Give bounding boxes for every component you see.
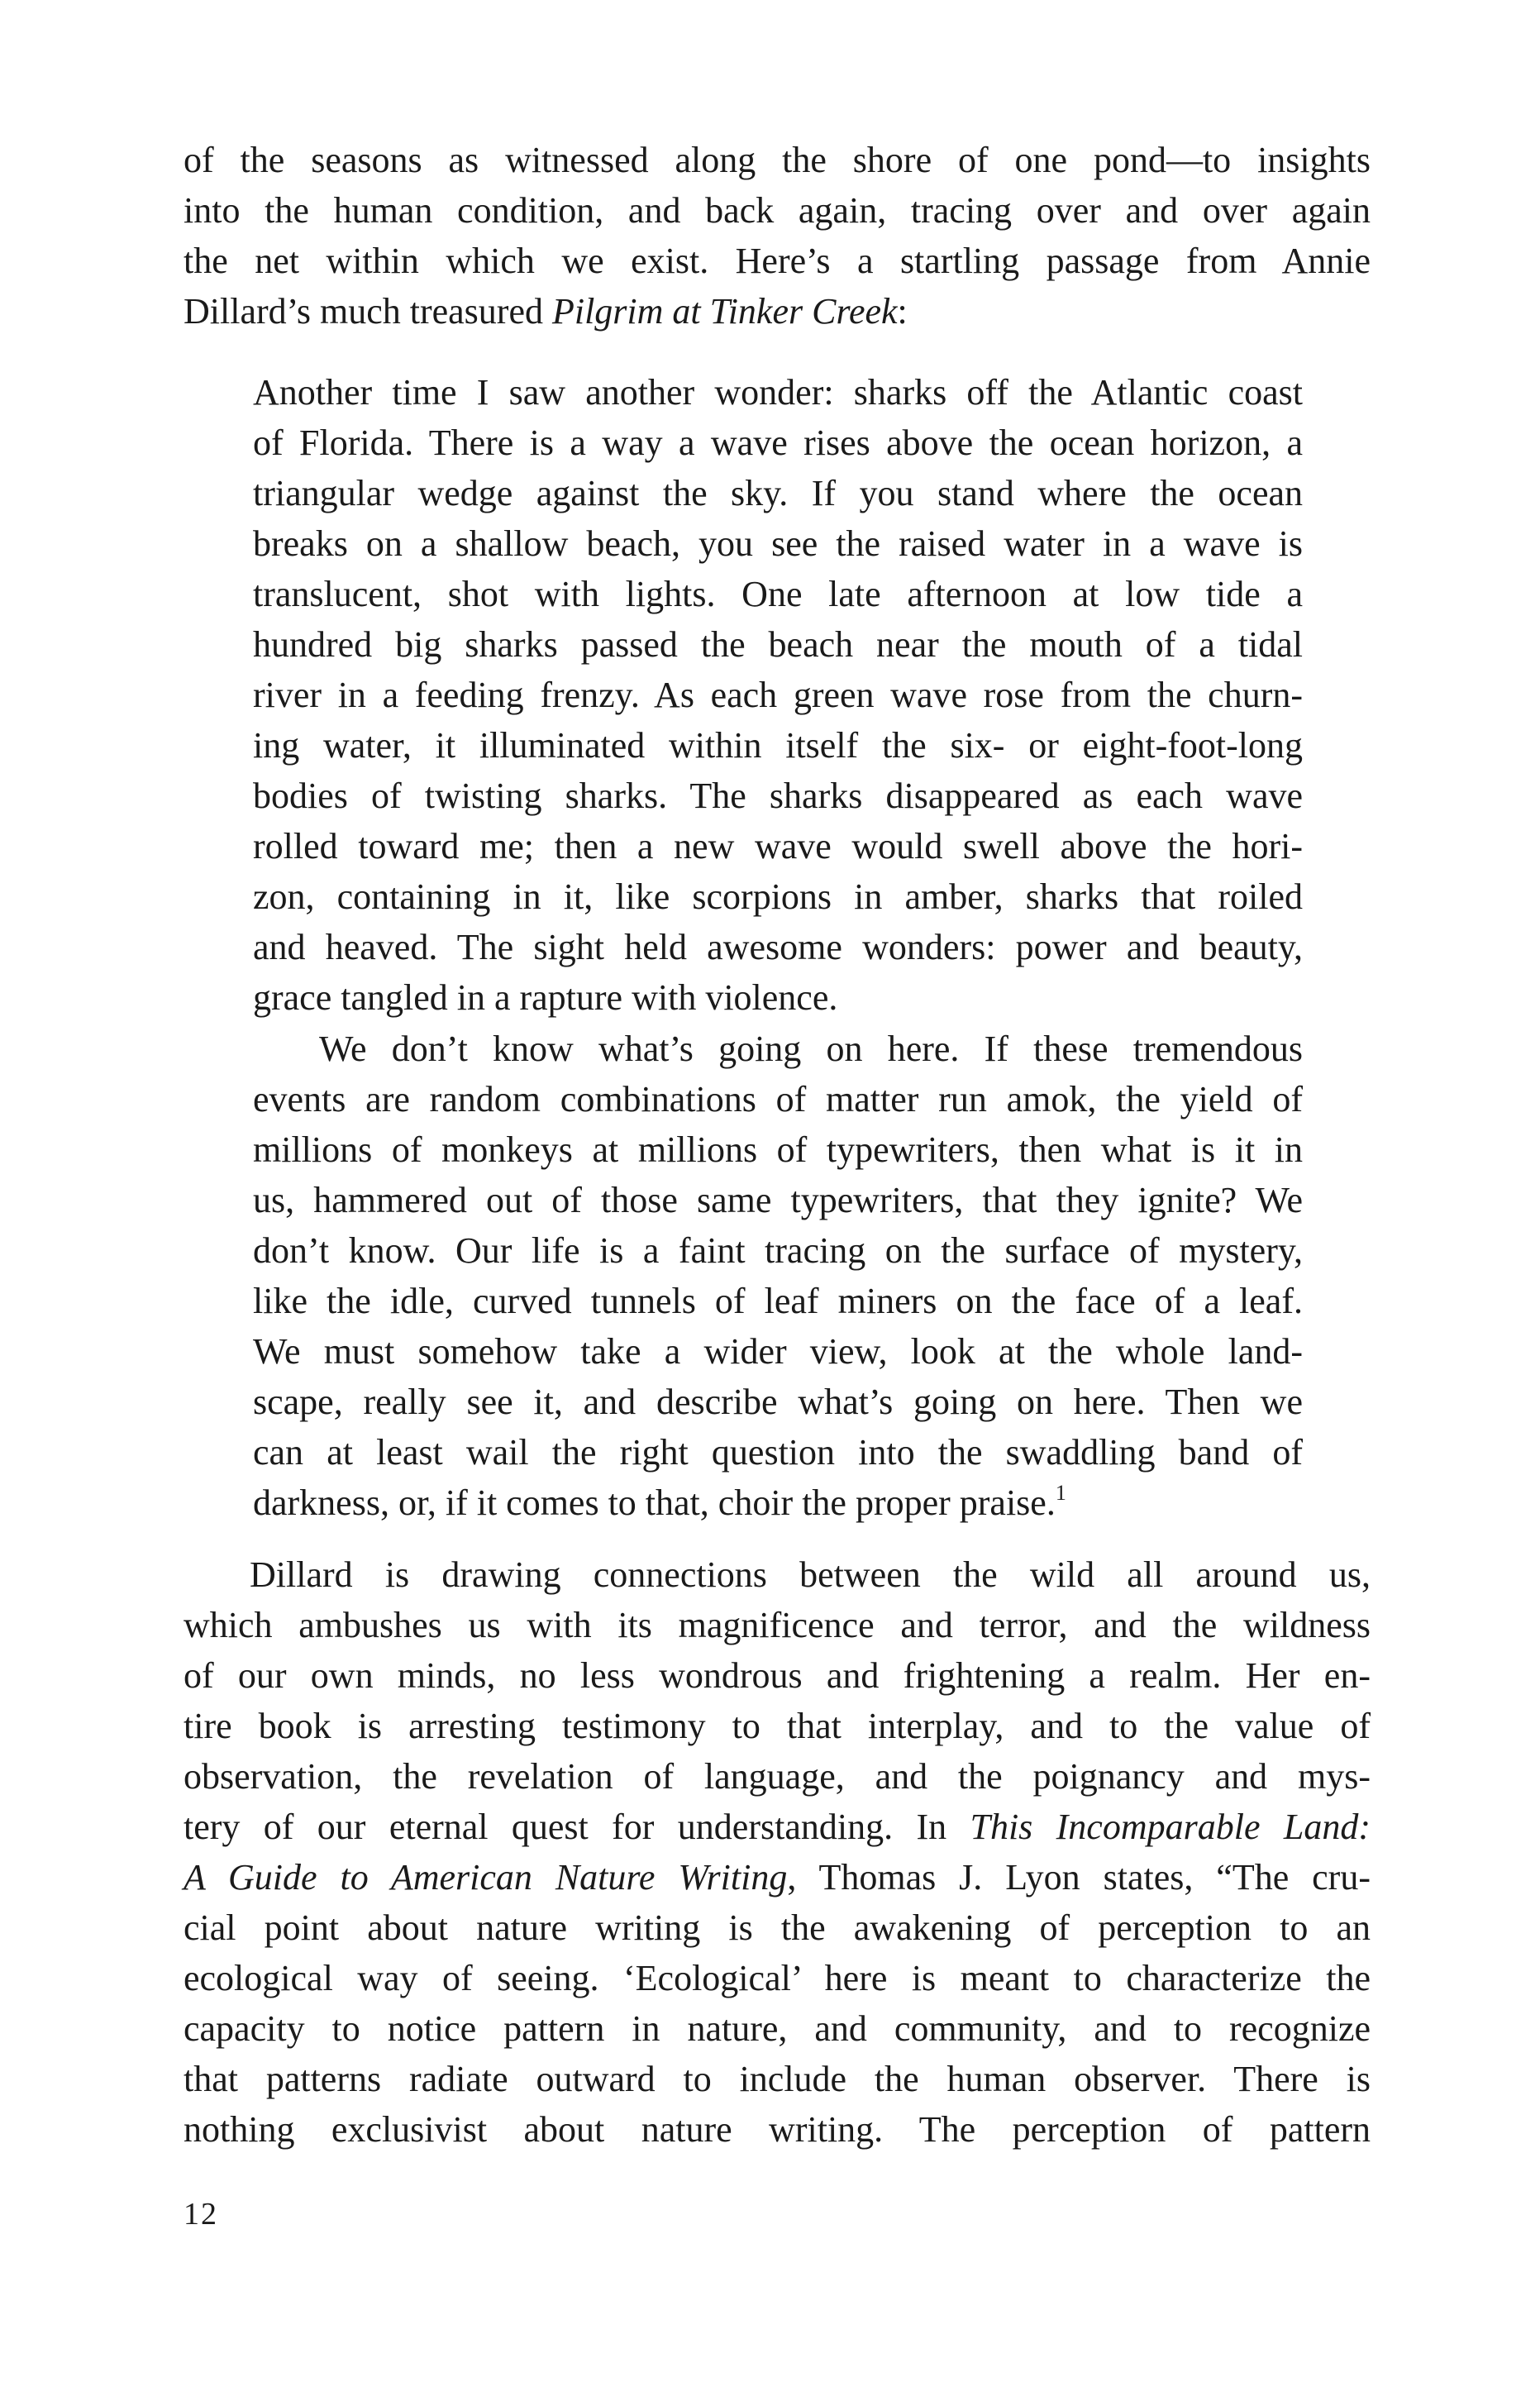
quote-line: breaks on a shallow beach, you see the raised water in a wave is: [253, 523, 1303, 564]
book-title: This Incomparable Land:: [970, 1807, 1371, 1847]
quote-line: [253, 1477, 1303, 1528]
quote-line: triangular wedge against the sky. If you stand where the ocean: [253, 473, 1303, 513]
text-fragment: :: [897, 291, 908, 332]
quote-line: We don’t know what’s going on here. If these tremendous: [319, 1029, 1303, 1069]
book-title: A Guide to American Nature Writing: [184, 1857, 788, 1898]
text-line: tire book is arresting testimony to that interplay, and to the value of: [184, 1706, 1371, 1746]
footnote-marker[interactable]: 1: [1055, 1481, 1066, 1505]
text-line: nothing exclusivist about nature writing. The perception of pattern: [184, 2109, 1371, 2150]
book-title: Pilgrim at Tinker Creek: [551, 291, 898, 332]
text-line: cial point about nature writing is the awakening of perception to an: [184, 1907, 1371, 1948]
quote-line: bodies of twisting sharks. The sharks disappeared as each wave: [253, 776, 1303, 816]
text-fragment: , Thomas J. Lyon states, “The cru-: [787, 1857, 1371, 1898]
quote-line: like the idle, curved tunnels of leaf miners on the face of a leaf.: [253, 1281, 1303, 1321]
block-quote-continued: [253, 1024, 1303, 1528]
quote-line: and heaved. The sight held awesome wonders: power and beauty,: [253, 927, 1303, 967]
text-fragment: tery of our eternal quest for understanding. In: [184, 1807, 970, 1847]
body-paragraph: [184, 1549, 1371, 2155]
text-line: capacity to notice pattern in nature, and community, and to recognize: [184, 2008, 1371, 2049]
quote-line: river in a feeding frenzy. As each green wave rose from the churn-: [253, 675, 1303, 715]
quote-line: ing water, it illuminated within itself the six- or eight-foot-long: [253, 725, 1303, 766]
text-line: Dillard is drawing connections between the wild all around us,: [250, 1554, 1371, 1595]
quote-line: can at least wail the right question into the swaddling band of: [253, 1432, 1303, 1473]
text-line: observation, the revelation of language, and the poignancy and mys-: [184, 1756, 1371, 1797]
quote-line: rolled toward me; then a new wave would swell above the hori-: [253, 826, 1303, 866]
quote-line: translucent, shot with lights. One late afternoon at low tide a: [253, 574, 1303, 614]
text-line: ecological way of seeing. ‘Ecological’ here is meant to characterize the: [184, 1958, 1371, 1998]
text-line: [184, 286, 1371, 337]
quote-line: events are random combinations of matter run amok, the yield of: [253, 1079, 1303, 1119]
page-number: 12: [184, 2197, 218, 2232]
quote-line: scape, really see it, and describe what’s going on here. Then we: [253, 1382, 1303, 1422]
text-line: [184, 1852, 1371, 1902]
quote-line: hundred big sharks passed the beach near the mouth of a tidal: [253, 624, 1303, 665]
quote-line: Another time I saw another wonder: sharks off the Atlantic coast: [253, 372, 1303, 413]
intro-paragraph: [184, 135, 1371, 337]
text-line: into the human condition, and back again, tracing over and over again: [184, 190, 1371, 231]
quote-line: millions of monkeys at millions of typewriters, then what is it in: [253, 1129, 1303, 1170]
quote-line: of Florida. There is a way a wave rises above the ocean horizon, a: [253, 422, 1303, 463]
quote-line: us, hammered out of those same typewriters, that they ignite? We: [253, 1180, 1303, 1220]
text-fragment: darkness, or, if it comes to that, choir the proper praise.: [253, 1482, 1056, 1523]
text-line: of our own minds, no less wondrous and frightening a realm. Her en-: [184, 1655, 1371, 1696]
text-line: of the seasons as witnessed along the shore of one pond—to insights: [184, 140, 1371, 180]
text-line: which ambushes us with its magnificence and terror, and the wildness: [184, 1605, 1371, 1645]
text-fragment: Dillard’s much treasured: [184, 291, 552, 332]
text-line: the net within which we exist. Here’s a startling passage from Annie: [184, 241, 1371, 281]
quote-line: zon, containing in it, like scorpions in amber, sharks that roiled: [253, 876, 1303, 917]
text-line: [184, 1802, 1371, 1852]
block-quote: [253, 367, 1303, 1023]
quote-line: grace tangled in a rapture with violence.: [253, 977, 838, 1018]
text-line: that patterns radiate outward to include the human observer. There is: [184, 2059, 1371, 2099]
quote-line: don’t know. Our life is a faint tracing on the surface of mystery,: [253, 1230, 1303, 1271]
quote-line: We must somehow take a wider view, look at the whole land-: [253, 1331, 1303, 1372]
